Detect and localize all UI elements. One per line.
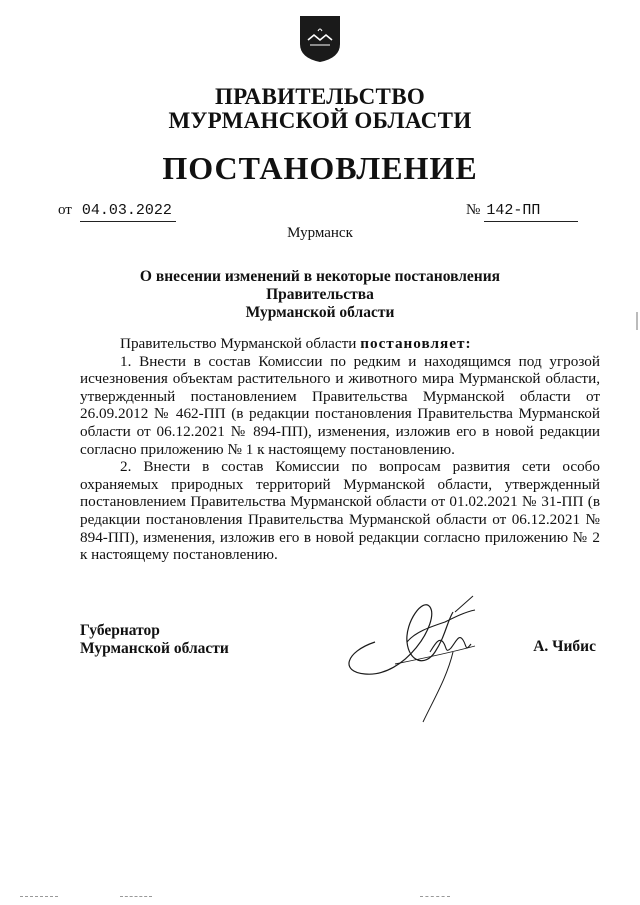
scan-edge-mark: [636, 312, 638, 330]
paragraph-1: 1. Внести в состав Комиссии по редким и находящимся под угрозой исчезновения объектам растительного и животного мира Мурманской области, утвержденный постановлением Правительства Мурманской области от 26.09.2012 № 462-ПП (в редакции постановления Правительства Мурманской области от 06.12.2021 № 894-ПП), изменения, изложив его в новой редакции согласно приложению № 1 к настоящему постановлению.: [80, 352, 600, 458]
signer-title: [80, 622, 229, 658]
paragraph-2: 2. Внести в состав Комиссии по вопросам развития сети особо охраняемых природных территорий Мурманской области, утвержденный постановлением Правительства Мурманской области от 01.02.2021 № 31-ПП (в редакции постановления Правительства Мурманской области от 06.12.2021 № 894-ПП), изменения, изложив его в новой редакции согласно приложению № 2 к настоящему постановлению.: [80, 458, 600, 564]
murmansk-coat-of-arms-icon: [298, 14, 342, 64]
document-subject: [90, 268, 550, 322]
number-field: [466, 201, 578, 222]
date-prefix: от: [58, 202, 72, 218]
subject-line-2: Мурманской области: [245, 304, 395, 321]
signer-name: А. Чибис: [533, 638, 596, 655]
date-field: [58, 201, 176, 222]
city-name: Мурманск: [287, 225, 353, 241]
subject-line-1: О внесении изменений в некоторые постановления Правительства: [139, 268, 501, 303]
intro-text: Правительство Мурманской области: [120, 335, 361, 352]
handwritten-signature: [335, 582, 525, 727]
document-type-title: ПОСТАНОВЛЕНИЕ: [162, 150, 478, 186]
number-value: 142-ПП: [484, 202, 578, 222]
org-name-line-1: ПРАВИТЕЛЬСТВО: [214, 84, 426, 109]
number-prefix: №: [466, 202, 481, 218]
document-body: [80, 335, 600, 564]
footer-scan-mark-left: [20, 896, 58, 898]
intro-paragraph: [80, 335, 600, 353]
signer-title-line-1: Губернатор: [80, 622, 160, 639]
footer-scan-mark-right: [420, 896, 450, 898]
org-name-line-2: МУРМАНСКОЙ ОБЛАСТИ: [168, 108, 472, 133]
date-value: 04.03.2022: [80, 202, 176, 222]
signer-title-line-2: Мурманской области: [80, 640, 229, 657]
intro-decree-word: постановляет:: [360, 335, 472, 352]
footer-scan-mark-center: [120, 896, 152, 898]
